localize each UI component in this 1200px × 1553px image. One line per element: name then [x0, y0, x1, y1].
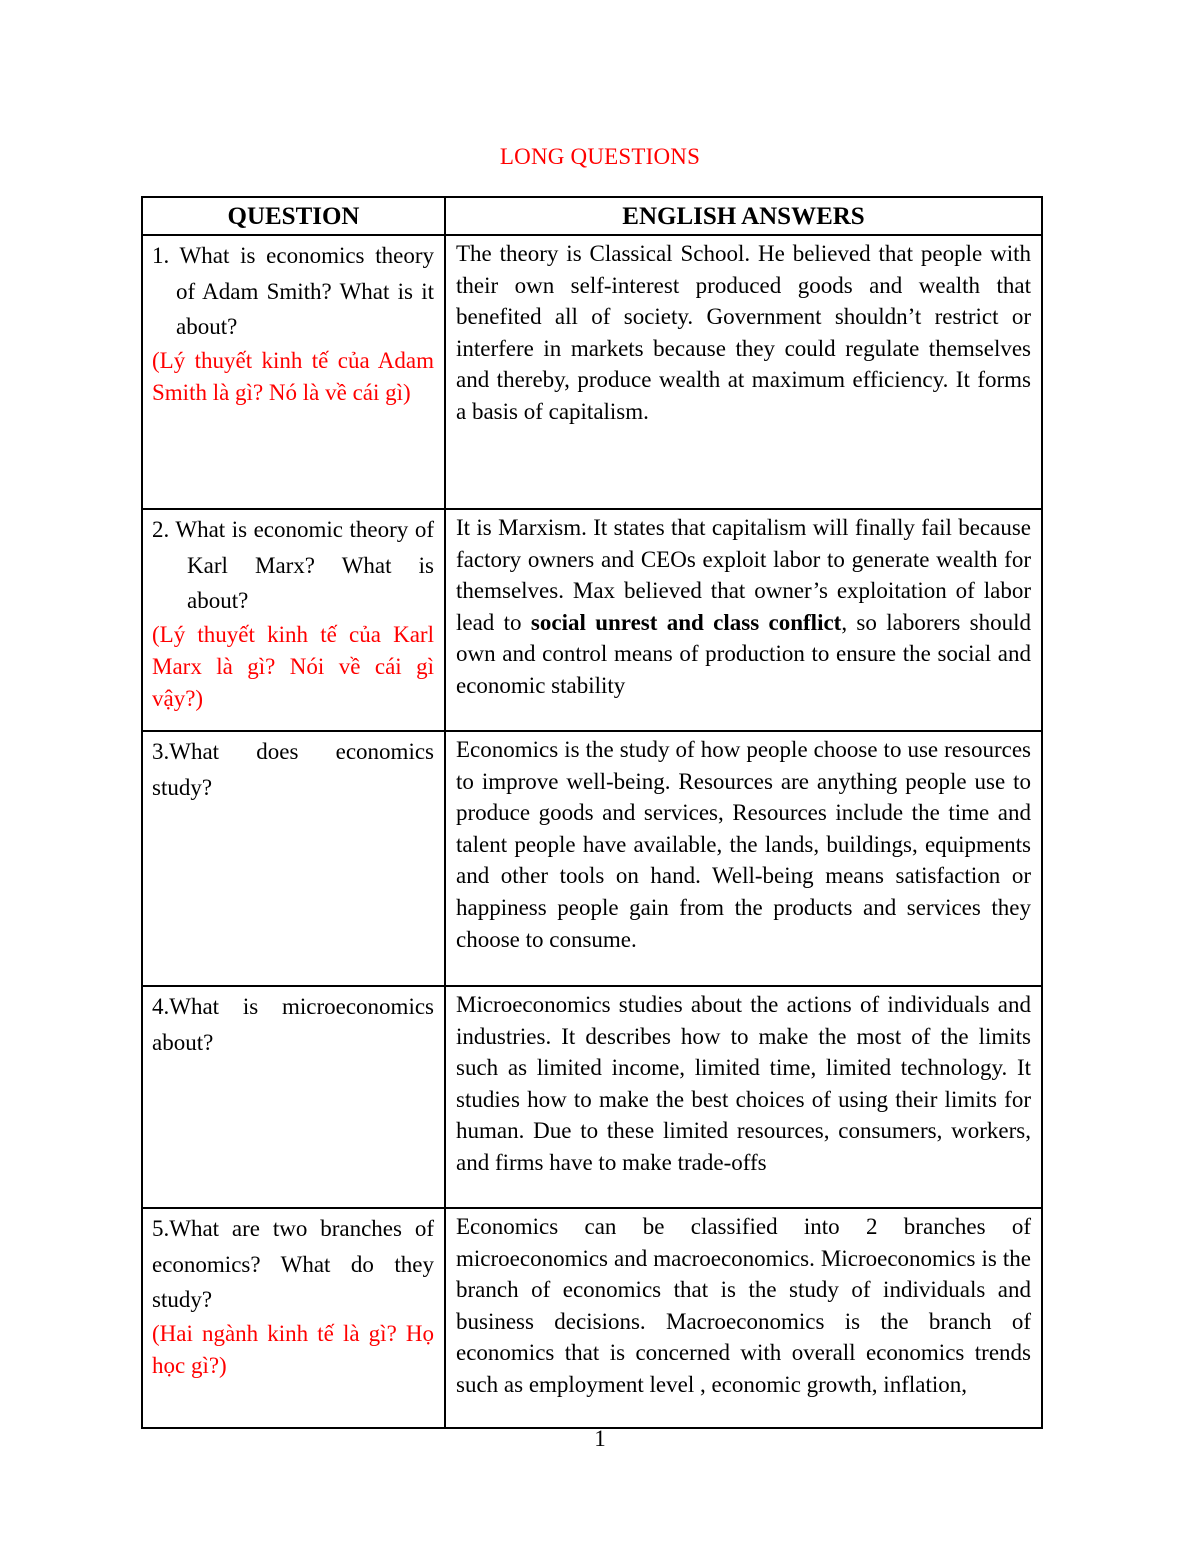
question-vietnamese: (Lý thuyết kinh tế của Karl Marx là gì? Nói về cái gì vậy?) [152, 621, 434, 711]
answer-cell: The theory is Classical School. He believed that people with their own self-interest produced goods and wealth that benefited all of society. Government shouldn’t restrict or interfere in markets because they could regulate themselves and thereby, produce wealth at maximum efficiency. It forms a basis of capitalism. [445, 235, 1042, 509]
question-cell [142, 509, 445, 731]
question-english: 2. What is economic theory of Karl Marx? What is about? [152, 517, 434, 614]
column-header-question: QUESTION [142, 197, 445, 235]
question-english: 4.What is microeconomics about? [152, 994, 434, 1055]
qa-table [141, 196, 1043, 1429]
table-row [142, 731, 1042, 986]
question-english: 3.What does economics study? [152, 739, 434, 800]
page-number: 1 [594, 1426, 606, 1451]
question-cell [142, 986, 445, 1208]
question-cell [142, 731, 445, 986]
answer-cell: Economics is the study of how people choose to use resources to improve well-being. Resources are anything people use to produce goods and services, Resources include the time and talent people have available, the lands, buildings, equipments and other tools on hand. Well-being means satisfaction or happiness people gain from the products and services they choose to consume. [445, 731, 1042, 986]
page-title: LONG QUESTIONS [499, 144, 701, 169]
question-english: 1. What is economics theory of Adam Smith? What is it about? [152, 243, 434, 340]
table-header-row [142, 197, 1042, 235]
table-row [142, 509, 1042, 731]
question-vietnamese: (Lý thuyết kinh tế của Adam Smith là gì? Nó là về cái gì) [152, 347, 434, 405]
answer-text: It is Marxism. It states that capitalism will finally fail because factory owners and CEOs exploit labor to generate wealth for themselves. Max believed that owner’s exploitation of labor lead to [456, 515, 1031, 635]
table-row [142, 1208, 1042, 1428]
answer-text: , so laborers should own and control means of production to ensure the social and economic stability [456, 609, 1031, 698]
answer-emphasis: social unrest and class conflict [530, 609, 842, 635]
table-row [142, 986, 1042, 1208]
answer-cell: Microeconomics studies about the actions of individuals and industries. It describes how to make the most of the limits such as limited income, limited time, limited technology. It studies how to make the best choices of using their limits for human. Due to these limited resources, consumers, workers, and firms have to make trade-offs [445, 986, 1042, 1208]
table-row [142, 235, 1042, 509]
question-vietnamese: (Hai ngành kinh tế là gì? Họ học gì?) [152, 1320, 434, 1378]
answer-cell [445, 509, 1042, 731]
answer-cell: Economics can be classified into 2 branches of microeconomics and macroeconomics. Microeconomics is the branch of economics that is the study of individuals and business decisions. Macroeconomics is the branch of economics that is concerned with overall economics trends such as employment level , economic growth, inflation, [445, 1208, 1042, 1428]
question-cell [142, 235, 445, 509]
column-header-answer: ENGLISH ANSWERS [445, 197, 1042, 235]
question-english: 5.What are two branches of economics? What do they study? [152, 1216, 434, 1313]
question-cell [142, 1208, 445, 1428]
